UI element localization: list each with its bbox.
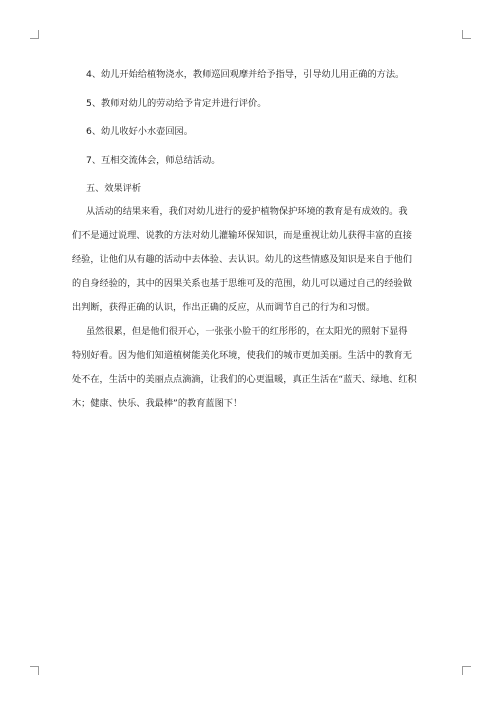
paragraph-conclusion <box>72 325 416 410</box>
paragraph-line: 处不在，生活中的美丽点点滴滴，让我们的心更温暖，真正生活在“蓝天、绿地、红积 <box>72 374 417 385</box>
paragraph-line: 从活动的结果来看，我们对幼儿进行的爱护植物保护环境的教育是有成效的。我 <box>86 206 408 217</box>
list-item: 5、教师对幼儿的劳动给予肯定并进行评价。 <box>86 97 267 109</box>
list-item: 4、幼儿开始给植物浇水，教师巡回观摩并给予指导，引导幼儿用正确的方法。 <box>86 69 405 80</box>
paragraph-line: 虽然很累，但是他们很开心，一张张小脸干的红彤彤的，在太阳光的照射下显得 <box>86 326 408 337</box>
crop-mark-top-right <box>462 30 471 39</box>
paragraph-line: 们不是通过说理、说教的方法对幼儿灌输环保知识，而是重视让幼儿获得丰富的直接 <box>72 230 412 241</box>
list-item: 6、幼儿收好小水壶回园。 <box>86 126 193 137</box>
paragraph-line: 木；健康、快乐、我最棒”的教育蓝图下！ <box>72 398 243 409</box>
paragraph-evaluation <box>72 205 416 314</box>
paragraph-line: 出判断，获得正确的认识，作出正确的反应，从而调节自己的行为和习惯。 <box>72 302 376 313</box>
crop-mark-top-left <box>30 30 39 39</box>
paragraph-line: 经验，让他们从有趣的活动中去体验、去认识。幼儿的这些情感及知识是来自于他们 <box>72 254 412 265</box>
paragraph-line: 特别好看。因为他们知道植树能美化环境，使我们的城市更加美丽。生活中的教育无 <box>72 350 412 361</box>
section-heading: 五、效果评析 <box>86 183 142 194</box>
crop-mark-bottom-right <box>462 666 471 675</box>
crop-mark-bottom-left <box>30 666 39 675</box>
paragraph-line: 的自身经验的，其中的因果关系也基于思维可及的范围，幼儿可以通过自己的经验做 <box>72 278 412 289</box>
list-item: 7、互相交流体会，师总结活动。 <box>86 154 221 166</box>
document-body <box>72 68 417 421</box>
